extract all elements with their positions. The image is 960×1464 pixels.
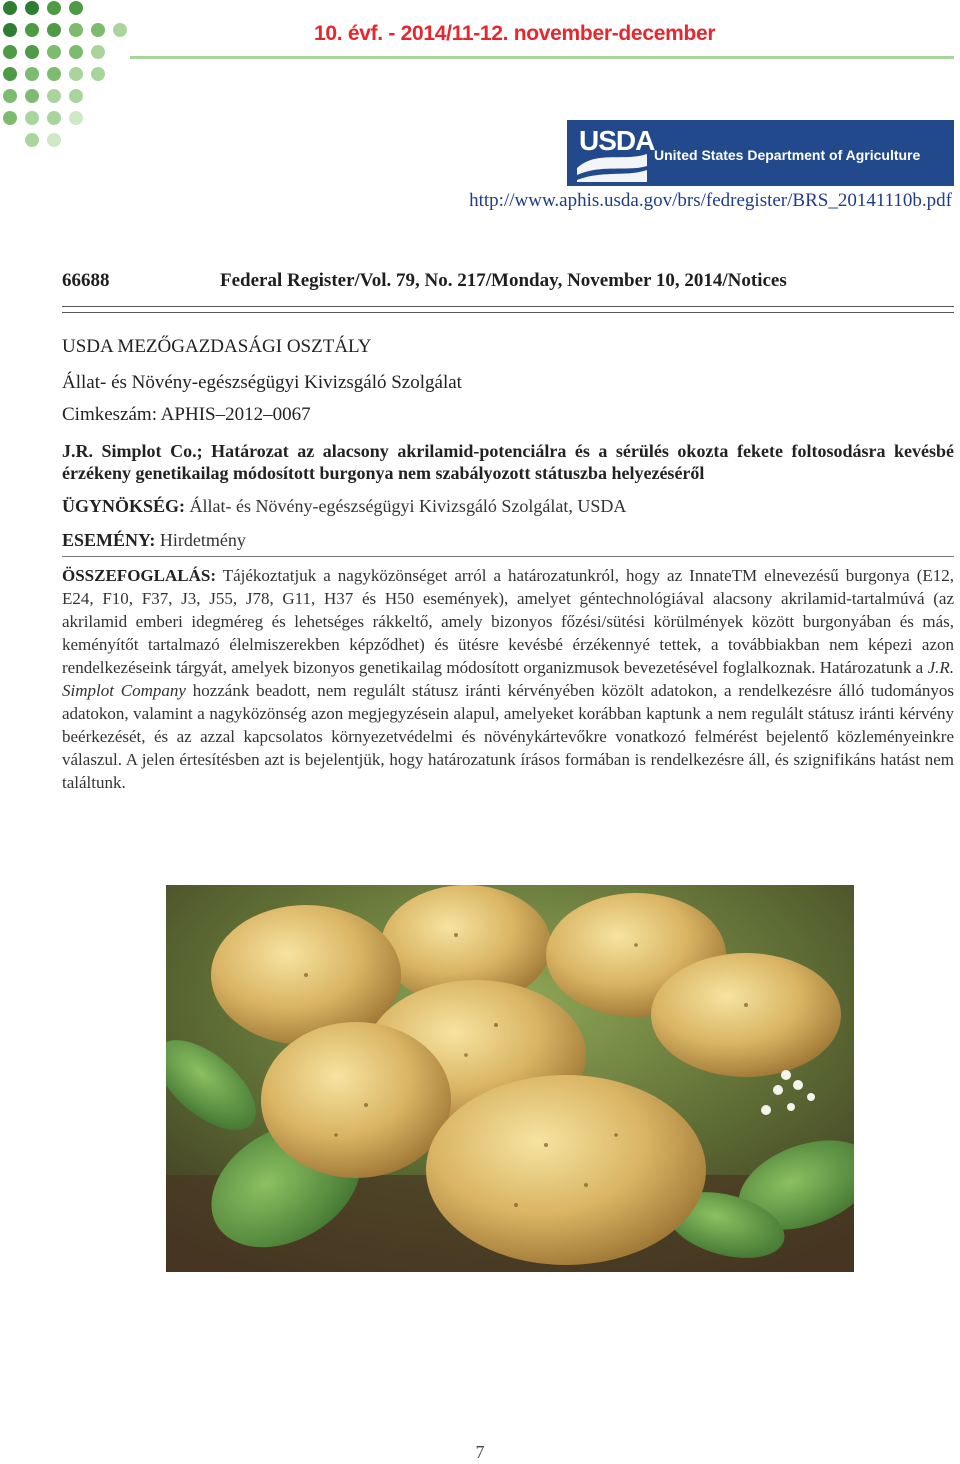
- agency-label: ÜGYNÖKSÉG:: [62, 496, 186, 516]
- decorative-dot: [91, 67, 105, 81]
- summary-paragraph: [62, 564, 954, 794]
- decorative-dot: [47, 133, 61, 147]
- decorative-dot: [113, 23, 127, 37]
- decorative-dot: [69, 23, 83, 37]
- usda-logo-mark: USDA: [579, 125, 655, 156]
- register-title: Federal Register/Vol. 79, No. 217/Monday, November 10, 2014/Notices: [220, 270, 787, 291]
- service-name: Állat- és Növény-egészségügyi Kivizsgáló Szolgálat: [62, 372, 462, 393]
- decorative-dot: [47, 23, 61, 37]
- action-label: ESEMÉNY:: [62, 530, 156, 550]
- summary-text-part1: Tájékoztatjuk a nagyközönséget arról a határozatunkról, hogy az InnateTM elnevezésű burgonya (E12, E24, F10, F37, J3, J55, J78, G11, H37 és H50 események), amelyet géntechnológiával alacsony akrilamid-tartalmúvá (az akrilamid emberi idegméreg és lehetséges rákkeltő, amely bizonyos főzési/sütési körülmények között burgonyában és más, keményítőt tartalmazó élelmiszerekben képződhet) és ütésre kevésbé érzékennyé tettek, a továbbiakban nem képezi azon rendelkezéseink tárgyát, amelyek bizonyos genetikailag módosított organizmusok bevezetésével foglalkoznak. Határozatunk a: [62, 566, 954, 677]
- notice-headline: J.R. Simplot Co.; Határozat az alacsony akrilamid-potenciálra és a sérülés okozta fekete foltosodásra kevésbé érzékeny genetikailag módosított burgonya nem szabályozott státuszba helyezéséről: [62, 441, 954, 483]
- decorative-dot: [3, 45, 17, 59]
- decorative-dot: [47, 67, 61, 81]
- register-page-number: 66688: [62, 270, 110, 291]
- docket-number: Cimkeszám: APHIS–2012–0067: [62, 404, 311, 425]
- action-value: Hirdetmény: [159, 530, 246, 550]
- decorative-dot: [25, 23, 39, 37]
- page-number: 7: [475, 1442, 485, 1462]
- decorative-dot: [47, 89, 61, 103]
- decorative-dot: [3, 1, 17, 15]
- agency-value: Állat- és Növény-egészségügyi Kivizsgáló Szolgálat, USDA: [189, 496, 627, 516]
- decorative-dot: [25, 133, 39, 147]
- decorative-dot: [47, 45, 61, 59]
- decorative-dot: [25, 89, 39, 103]
- summary-text-part2: hozzánk beadott, nem regulált státusz iránti kérvényében közölt adatokon, a rendelkezésre álló tudományos adatokon, valamint a nagyközönség azon megjegyzésein alapul, amelyeket korábban kaptunk a nem regulált státusz iránti kérvény beérkezését, és az azzal kapcsolatos környezetvédelmi és növénykártevőkre vonatkozó felmérést bejelentő közleményeinkre válaszul. A jelen értesítésben azt is bejelentjük, hogy határozatunk írásos formában is rendelkezésre áll, és szignifikáns hatást nem találtunk.: [62, 681, 954, 792]
- department-name: USDA MEZŐGAZDASÁGI OSZTÁLY: [62, 336, 372, 357]
- issue-heading: 10. évf. - 2014/11-12. november-december: [314, 22, 716, 45]
- decorative-dot: [47, 111, 61, 125]
- decorative-dot: [69, 67, 83, 81]
- usda-logo: [567, 120, 954, 186]
- section-divider: [62, 556, 954, 557]
- double-divider: [62, 306, 954, 313]
- usda-logo-name: United States Department of Agriculture: [654, 147, 921, 163]
- decorative-dot: [3, 23, 17, 37]
- decorative-dot: [25, 1, 39, 15]
- potato-photo: [166, 885, 854, 1272]
- summary-label: ÖSSZEFOGLALÁS:: [62, 566, 216, 585]
- decorative-dot: [25, 67, 39, 81]
- company-name: J.R. Simplot Company: [62, 658, 955, 700]
- decorative-dot: [91, 45, 105, 59]
- header-rule: [130, 56, 954, 59]
- decorative-dot: [3, 89, 17, 103]
- decorative-dot: [25, 111, 39, 125]
- decorative-dot: [69, 1, 83, 15]
- decorative-dot: [69, 89, 83, 103]
- decorative-dot: [25, 45, 39, 59]
- decorative-dot: [69, 45, 83, 59]
- decorative-dot: [47, 1, 61, 15]
- decorative-dot: [69, 111, 83, 125]
- decorative-dot: [3, 111, 17, 125]
- decorative-dot: [91, 23, 105, 37]
- action-line: [62, 530, 246, 551]
- decorative-dot-pattern: [0, 0, 140, 160]
- agency-line: [62, 496, 626, 517]
- source-link[interactable]: http://www.aphis.usda.gov/brs/fedregister/BRS_20141110b.pdf: [469, 190, 952, 211]
- decorative-dot: [3, 67, 17, 81]
